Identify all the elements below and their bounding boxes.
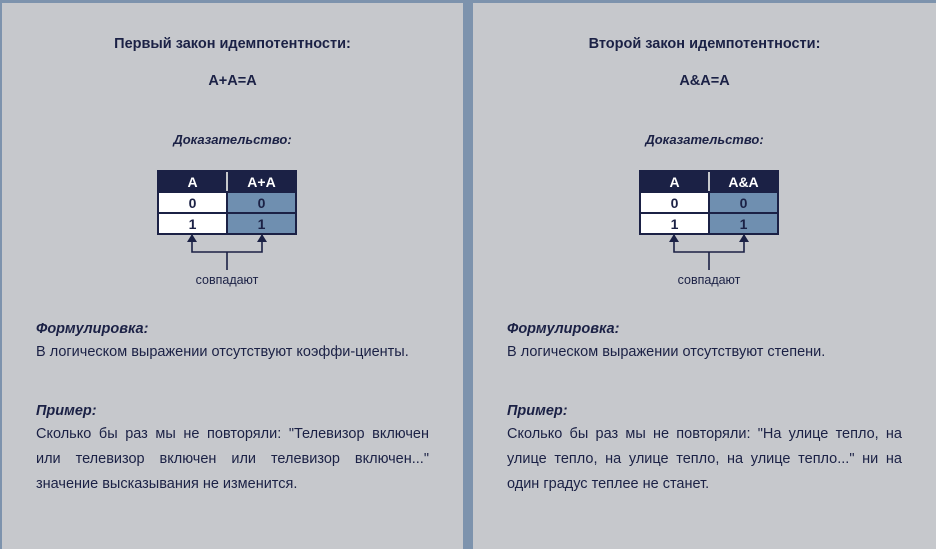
table-cell: 1: [226, 214, 295, 233]
example-text: Сколько бы раз мы не повторяли: "На улице тепло, на улице тепло, на улице тепло, на улице тепло..." ни на один градус теплее не станет.: [507, 426, 902, 492]
table-cell: 0: [159, 193, 226, 212]
match-arrows: [639, 232, 779, 272]
right-panel: [473, 3, 936, 549]
left-panel: [2, 3, 463, 549]
formulation-heading: Формулировка:: [507, 321, 620, 337]
truth-table-header: [641, 172, 777, 191]
header-cell-a: A: [641, 172, 708, 191]
header-cell-expression: A+A: [226, 172, 295, 191]
table-row: [159, 212, 295, 233]
match-label: совпадают: [677, 273, 741, 287]
table-cell: 1: [708, 214, 777, 233]
law-formula: A+A=A: [208, 73, 257, 89]
header-cell-a: A: [159, 172, 226, 191]
proof-label: Доказательство:: [173, 132, 292, 147]
match-arrows: [157, 232, 297, 272]
proof-label: Доказательство:: [645, 132, 764, 147]
formulation-text: В логическом выражении отсутствуют степени.: [507, 344, 826, 360]
table-row: [641, 212, 777, 233]
law-formula: A&A=A: [679, 73, 730, 89]
truth-table-header: [159, 172, 295, 191]
example-heading: Пример:: [36, 403, 97, 419]
formulation-text: В логическом выражении отсутствуют коэффи-циенты.: [36, 344, 409, 360]
truth-table: [639, 170, 779, 235]
truth-table: [157, 170, 297, 235]
example-text: Сколько бы раз мы не повторяли: "Телевизор включен или телевизор включен или телевизор включен..." значение высказывания не изменится.: [36, 426, 429, 492]
match-label: совпадают: [195, 273, 259, 287]
table-cell: 0: [708, 193, 777, 212]
law-title: Второй закон идемпотентности:: [588, 36, 821, 52]
table-cell: 1: [159, 214, 226, 233]
table-cell: 0: [226, 193, 295, 212]
header-cell-expression: A&A: [708, 172, 777, 191]
law-title: Первый закон идемпотентности:: [114, 36, 351, 52]
table-cell: 0: [641, 193, 708, 212]
formulation-heading: Формулировка:: [36, 321, 149, 337]
table-cell: 1: [641, 214, 708, 233]
table-row: [641, 191, 777, 212]
table-row: [159, 191, 295, 212]
example-heading: Пример:: [507, 403, 568, 419]
